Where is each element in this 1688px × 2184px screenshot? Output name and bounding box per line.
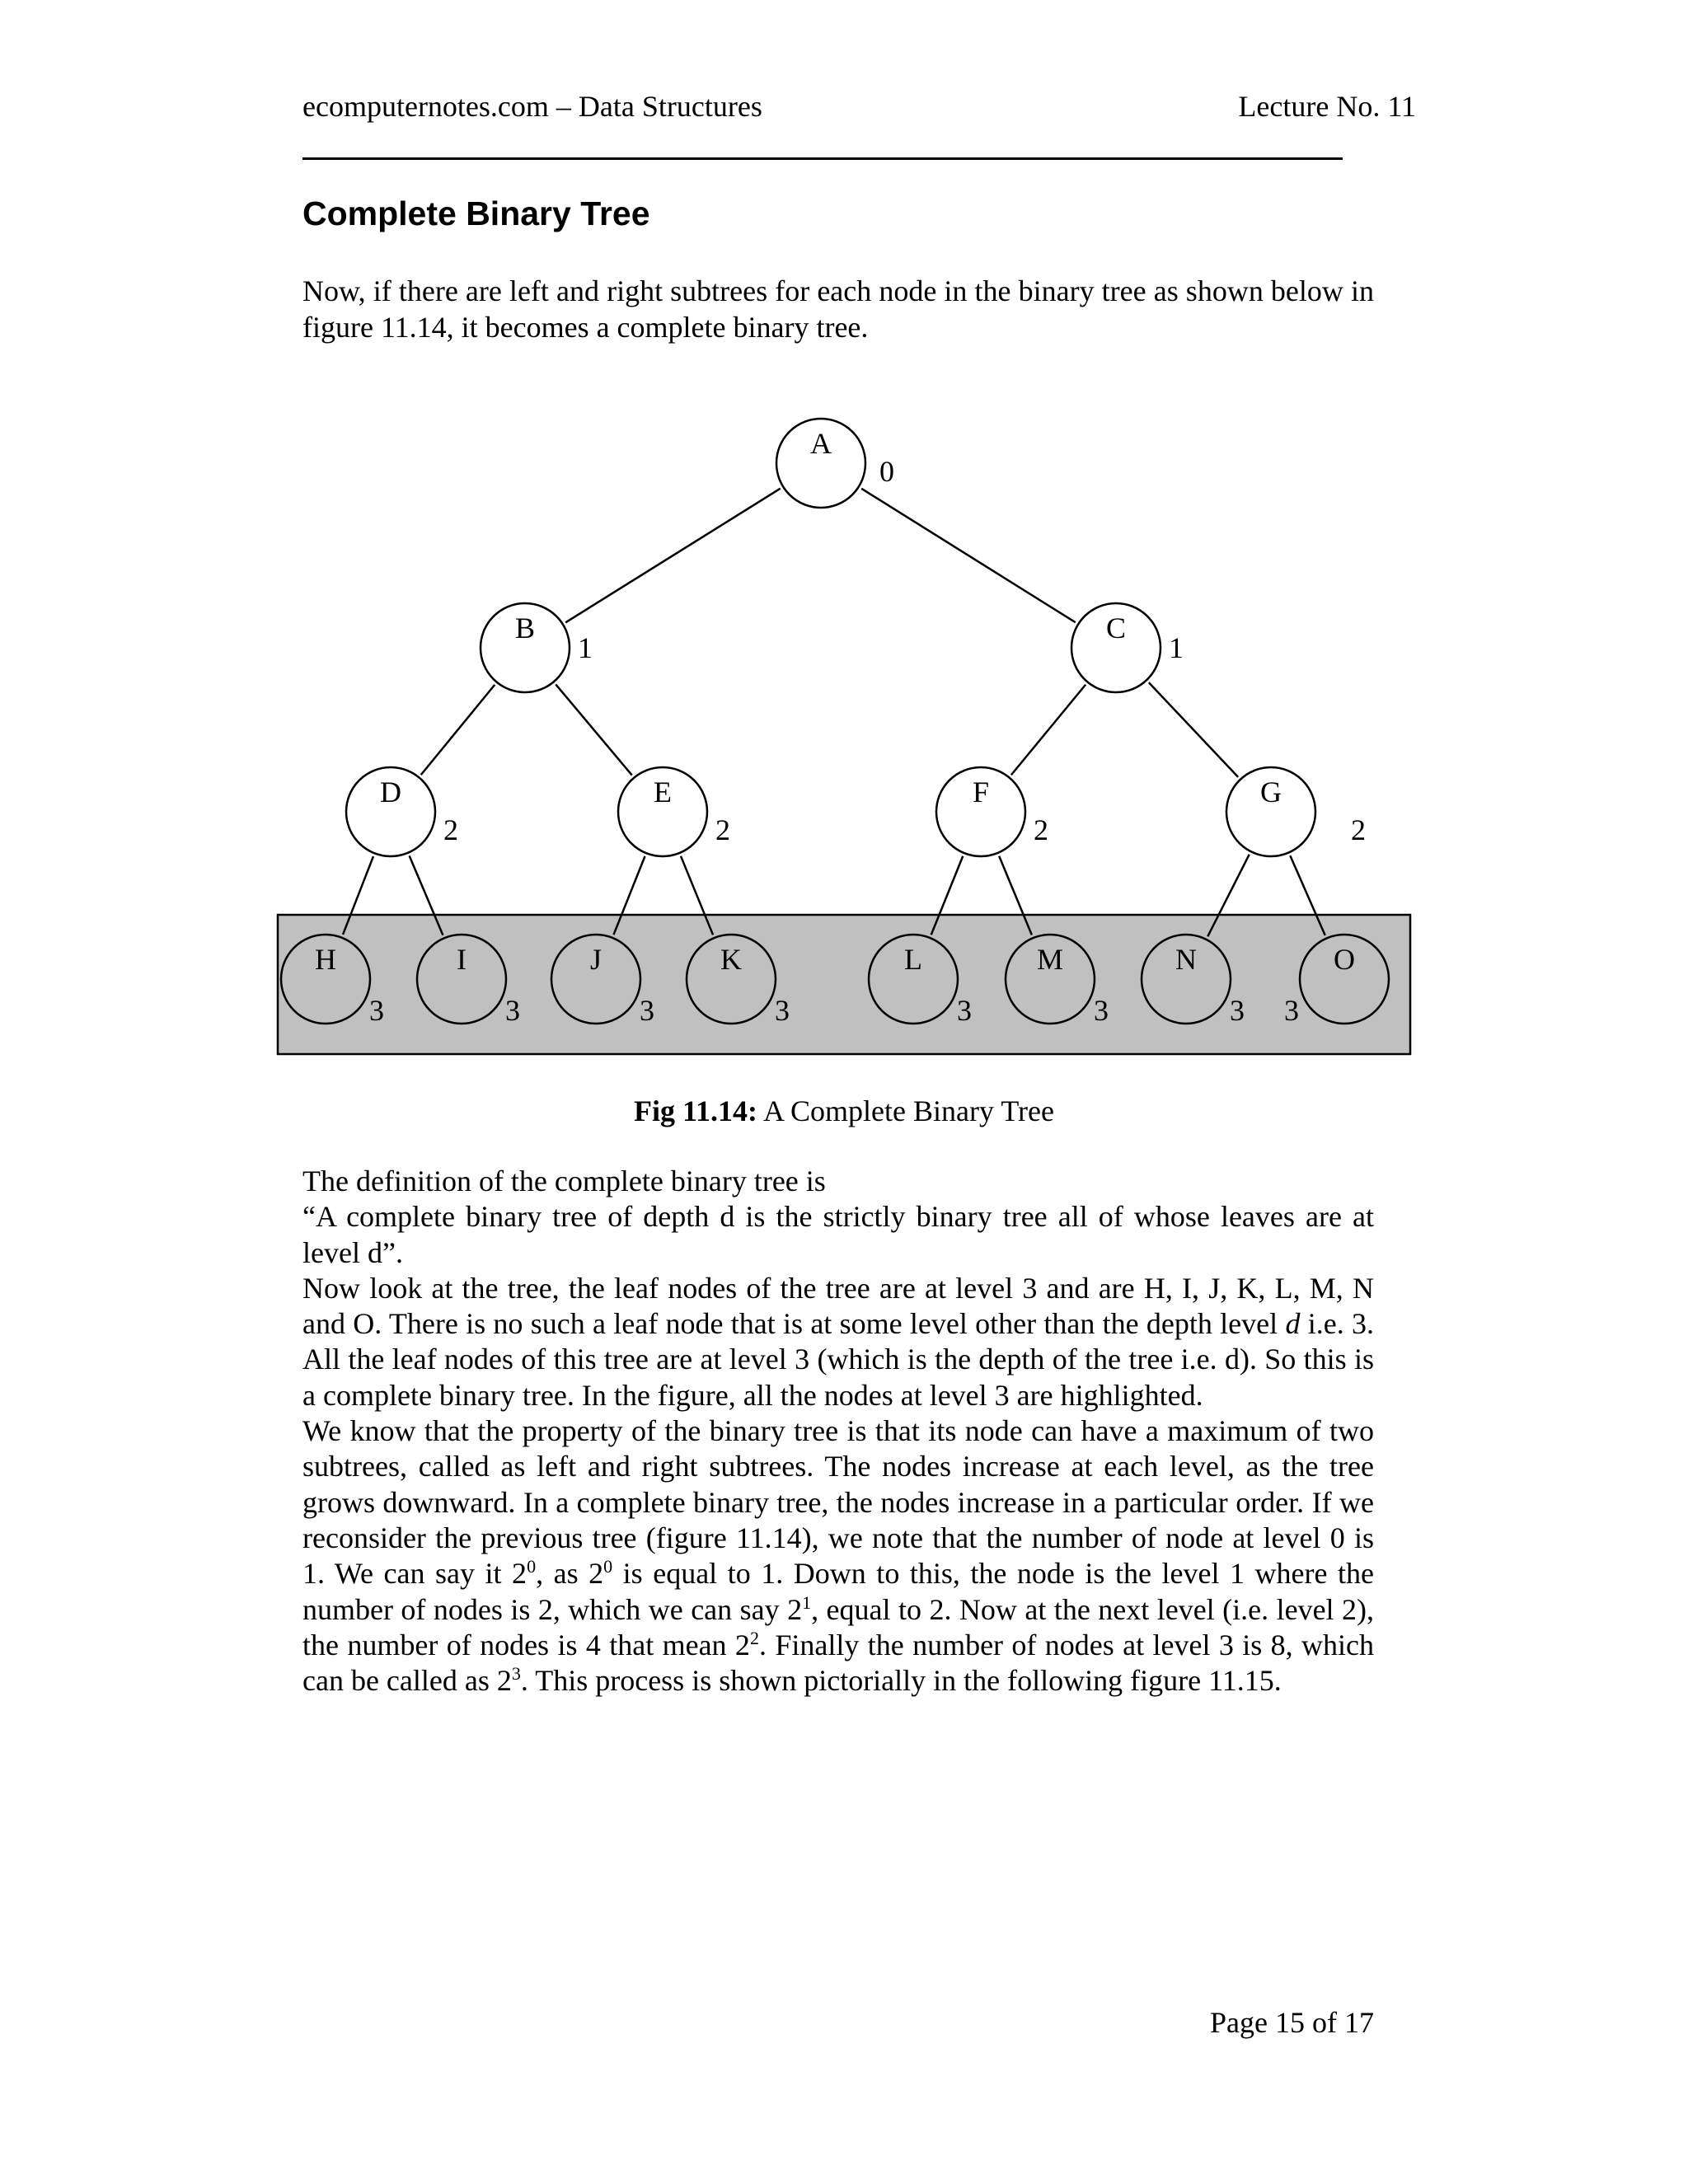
exponent: 0 [603, 1556, 613, 1577]
node-label: G [1260, 776, 1282, 808]
node-level-label: 2 [715, 813, 730, 846]
node-level-label: 0 [879, 455, 894, 488]
definition-intro: The definition of the complete binary tree is [302, 1165, 826, 1197]
tree-edge-b-d [421, 685, 495, 775]
node-level-label: 2 [1034, 813, 1048, 846]
depth-variable: d [1285, 1307, 1301, 1341]
page-number: Page 15 of 17 [1210, 2006, 1374, 2039]
tree-node-g [1226, 767, 1366, 856]
node-label: J [589, 943, 603, 976]
header-right: Lecture No. 11 [1238, 90, 1416, 123]
node-level-label: 3 [1230, 994, 1245, 1027]
body-text [302, 1164, 1374, 1699]
node-level-label: 3 [1284, 994, 1299, 1027]
p3-text-4: , equal to 2. Now at the next level (i.e. level 2), the number of nodes is 4 that mean 2 [302, 1592, 1375, 1661]
p2-text-a: Now look at the tree, the leaf nodes of the tree are at level 3 and are H, I, J, K, L, M, N and O. There is no such a leaf node that is at some level other than the depth level [302, 1271, 1374, 1341]
p3-text-5: . Finally the number of nodes at level 3 is 8, which can be called as 2 [302, 1628, 1374, 1698]
node-level-label: 3 [369, 994, 384, 1027]
exponent: 2 [749, 1627, 759, 1648]
node-label: I [457, 943, 467, 976]
node-label: L [904, 943, 922, 976]
exponent: 0 [527, 1556, 537, 1577]
p3-text-1: We know that the property of the binary tree is that its node can have a maximum of two subtrees, called as left and right subtrees. The nodes increase at each level, as the tree grows downward. In a complete binary tree, the nodes increase in a particular order. If we reconsider the previous tree (figure 11.14), we note that the number of node at level 0 is 1. We can say it 2 [302, 1414, 1374, 1591]
node-label: B [514, 612, 536, 644]
node-level-label: 3 [505, 994, 520, 1027]
section-title: Complete Binary Tree [302, 194, 650, 232]
tree-node-a [776, 419, 894, 508]
caption-text: A Complete Binary Tree [757, 1094, 1054, 1127]
node-label: D [380, 776, 401, 808]
node-label: F [972, 776, 990, 808]
leaf-highlight-box [278, 915, 1410, 1054]
tree-node-e [618, 767, 730, 856]
p3-text-6: . This process is shown pictorially in the following figure 11.15. [520, 1664, 1282, 1698]
node-level-label: 3 [640, 994, 654, 1027]
node-label: N [1175, 943, 1197, 976]
node-count-paragraph [302, 1413, 1374, 1699]
node-label: A [810, 427, 832, 460]
tree-edge-a-b [565, 489, 781, 623]
node-level-label: 1 [1169, 631, 1184, 664]
node-label: M [1036, 943, 1064, 976]
tree-node-f [936, 767, 1048, 856]
exponent: 3 [511, 1663, 521, 1685]
node-level-label: 3 [1094, 994, 1109, 1027]
node-level-label: 2 [443, 813, 458, 846]
p3-text-3: is equal to 1. Down to this, the node is the level 1 where the number of nodes is 2, which we can say 2 [302, 1557, 1374, 1626]
p2-text-b: i.e. 3. All the leaf nodes of this tree are at level 3 (which is the depth of the tree i.e. d). So this is a complete binary tree. In the figure, all the nodes at level 3 are highlighted. [302, 1307, 1374, 1412]
node-level-label: 2 [1351, 813, 1366, 846]
leaf-nodes-paragraph [302, 1271, 1374, 1413]
figure-caption [0, 1094, 1688, 1128]
header-left: ecomputernotes.com – Data Structures [302, 90, 762, 123]
node-level-label: 3 [775, 994, 790, 1027]
tree-node-c [1071, 603, 1184, 692]
node-level-label: 1 [578, 631, 593, 664]
node-label: C [1105, 612, 1127, 644]
p3-text-2: , as 2 [536, 1557, 604, 1591]
tree-edges [343, 489, 1325, 937]
node-level-label: 3 [957, 994, 972, 1027]
node-label: H [315, 943, 336, 976]
exponent: 1 [802, 1591, 812, 1613]
tree-edge-a-c [861, 489, 1076, 622]
caption-label: Fig 11.14: [634, 1094, 757, 1127]
tree-edge-c-g [1149, 682, 1238, 777]
node-label: O [1334, 943, 1355, 976]
node-label: K [720, 943, 742, 976]
intro-paragraph: Now, if there are left and right subtrees for each node in the binary tree as shown below in figure 11.14, it becomes a complete binary tree. [302, 274, 1374, 344]
tree-node-d [346, 767, 458, 856]
tree-edge-b-e [556, 684, 631, 775]
definition-quote: “A complete binary tree of depth d is the strictly binary tree all of whose leaves are at level d”. [302, 1200, 1374, 1269]
node-label: E [654, 776, 672, 808]
tree-edge-c-f [1011, 685, 1085, 775]
